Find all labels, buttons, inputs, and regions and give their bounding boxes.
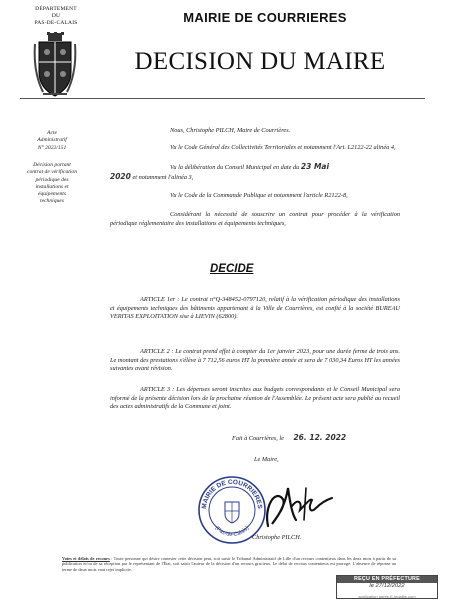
vu-deliberation-pre: Vu la délibération du Conseil Municipal en date du bbox=[170, 164, 300, 171]
summary-line: contrat de vérification bbox=[26, 169, 78, 176]
decide-heading: DECIDE bbox=[210, 263, 254, 275]
considerant: Considérant la nécessité de souscrire un contrat pour procéder à la vérification périodique réglementaire des installations et équipements techniques, bbox=[110, 211, 400, 227]
receipt-title: REÇU EN PRÉFECTURE bbox=[337, 576, 437, 583]
acte-line: N° 2022/151 bbox=[37, 144, 67, 151]
handwritten-sign-date: 26. 12. 2022 bbox=[293, 433, 347, 442]
department-line: PAS-DE-CALAIS bbox=[34, 20, 78, 26]
summary-line: Décision portant bbox=[33, 162, 71, 168]
article-3: ARTICLE 3 : Les dépenses seront inscrites aux budgets correspondants et le Conseil Municipal sera informé de la présente décision lors de la prochaine réunion de l'Assemblée. Le présent acte sera publié au recueil des actes administratifs de la Commune et joint. bbox=[110, 386, 400, 411]
signature-role: Le Maire, bbox=[254, 456, 279, 463]
vu-commande-publique: Vu le Code de la Commande Publique et notamment l'article R2122-8, bbox=[170, 192, 348, 199]
department-line: DU bbox=[51, 13, 61, 19]
summary-line: périodique des bbox=[35, 176, 69, 183]
intro-line: Nous, Christophe PILCH, Maire de Courrières. bbox=[170, 127, 291, 134]
receipt-date: le 27/12/2022 bbox=[369, 583, 405, 589]
summary-line: installations et bbox=[35, 183, 69, 190]
decision-summary bbox=[20, 162, 84, 206]
department-line: DÉPARTEMENT bbox=[35, 6, 77, 12]
signatory-name: Christophe PILCH. bbox=[252, 534, 302, 541]
acte-line: Administratif bbox=[37, 137, 67, 144]
vu-deliberation bbox=[110, 163, 400, 182]
divider bbox=[20, 98, 425, 99]
summary-line: équipements bbox=[38, 191, 66, 198]
mairie-name: MAIRIE DE COURRIERES bbox=[183, 10, 347, 25]
vu-cgct: Vu le Code Général des Collectivités Territoriales et notamment l'Art. L2122-22 alinéa 4, bbox=[170, 144, 396, 151]
recourse-label: Voies et délais de recours bbox=[62, 556, 110, 561]
signature-icon bbox=[262, 468, 342, 540]
stamp-bottom-text: (Pas-de-Calais) bbox=[213, 525, 251, 539]
handwritten-year: 2020 bbox=[110, 171, 131, 181]
acte-reference bbox=[20, 130, 84, 152]
recourse-notice bbox=[62, 556, 396, 572]
vu-deliberation-post: et notamment l'alinéa 3, bbox=[132, 173, 194, 181]
handwritten-date: 23 Mai bbox=[300, 162, 330, 171]
article-2: ARTICLE 2 : Le contrat prend effet à compter du 1er janvier 2023, pour une durée ferme de trois ans. Le montant des prestations s'élève à 7 712,56 euros HT la première année et sera de 7 030,34 Euros HT les années suivantes avant révision. bbox=[110, 348, 400, 373]
page-title: DECISION DU MAIRE bbox=[134, 48, 386, 75]
department-header bbox=[20, 6, 92, 27]
stamp-top-text: MAIRIE DE COURRIERES bbox=[200, 478, 264, 510]
svg-text:(Pas-de-Calais) bbox=[214, 525, 251, 538]
signature-place-label: Fait à Courrières, le bbox=[232, 435, 284, 442]
coat-of-arms-icon bbox=[33, 32, 77, 104]
summary-line: techniques bbox=[40, 198, 64, 205]
acte-line: Acte bbox=[47, 130, 57, 136]
article-1: ARTICLE 1er : Le contrat n°Q-348452-0797120, relatif à la vérification périodique des installations et équipements techniques des bâtiments appartenant à la Ville de Courrières, est confié à la société BUREAU VERITAS EXPLOITATION sise à LIEVIN (62800). bbox=[110, 296, 400, 321]
signature-place bbox=[232, 434, 432, 444]
recourse-text: : Toute personne qui désire contester cette décision peut, soit saisir le Tribunal Administratif de Lille d'un recours contentieux dans les deux mois à partir de sa publication et/ou de sa réception par le représentant de l'État, soit saisir l'auteur de la décision d'un recours gracieux. Le délai de recours contentieux est prorogé. L'absence de réponse au terme de deux mois vaut rejet implicite. bbox=[62, 556, 397, 572]
receipt-source: application agree-E-legalite.com bbox=[358, 594, 416, 599]
